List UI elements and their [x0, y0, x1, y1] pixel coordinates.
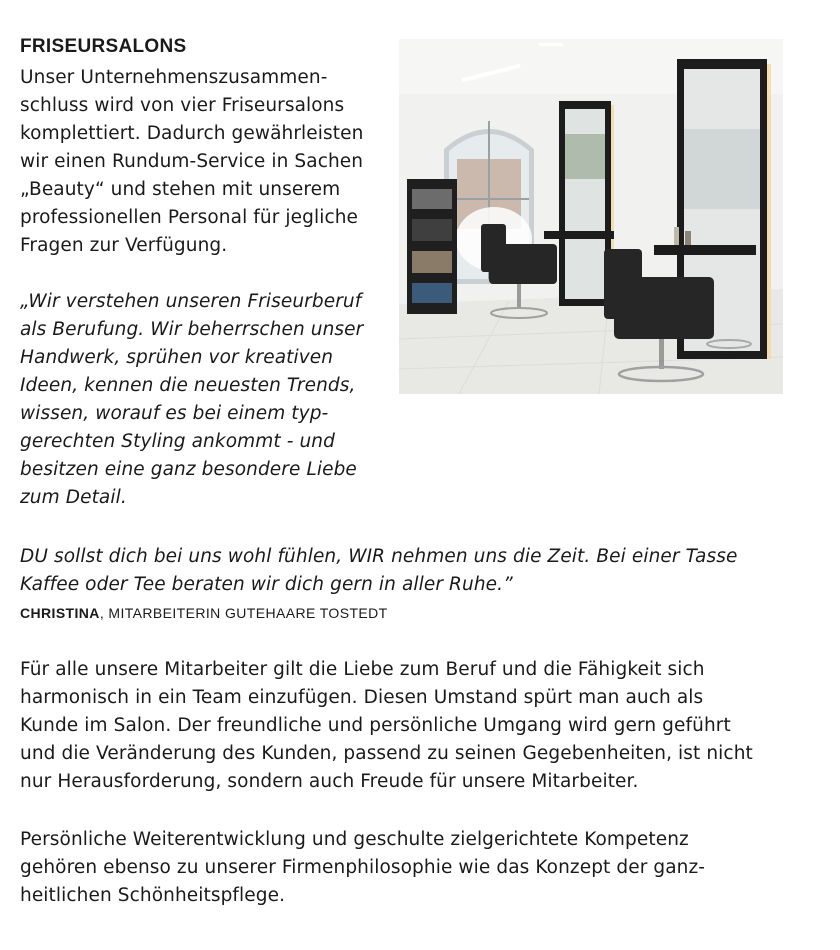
intro-line: professionellen Personal für jegliche [20, 207, 359, 228]
quote-line: gerechten Styling ankommt - und [20, 431, 335, 452]
intro-line: komplettiert. Dadurch gewährleisten [20, 123, 364, 144]
paragraph-line: Für alle unsere Mitarbeiter gilt die Liebe zum Beruf und die Fähigkeit sich [20, 659, 705, 680]
quote-line: besitzen eine ganz besondere Liebe [20, 459, 357, 480]
quote-paragraph [20, 288, 395, 512]
quote-line: DU sollst dich bei uns wohl fühlen, WIR nehmen uns die Zeit. Bei einer Tasse [20, 546, 738, 567]
salon-interior-photo [399, 39, 783, 394]
quote-line: Handwerk, sprühen vor kreativen [20, 347, 334, 368]
paragraph-line: gehören ebenso zu unserer Firmenphilosophie wie das Konzept der ganz- [20, 857, 706, 878]
salon-illustration [399, 39, 783, 394]
quote-line: als Berufung. Wir beherrschen unser [20, 319, 364, 340]
intro-paragraph [20, 64, 400, 260]
team-paragraph [20, 656, 820, 796]
attribution-name: CHRISTINA [20, 605, 100, 621]
attribution-role: , MITARBEITERIN GUTEHAARE TOSTEDT [99, 605, 388, 621]
paragraph-line: Persönliche Weiterentwicklung und geschulte zielgerichtete Kompetenz [20, 829, 689, 850]
quote-closing [20, 543, 820, 599]
paragraph-line: nur Herausforderung, sondern auch Freude für unsere Mitarbeiter. [20, 771, 639, 792]
section-heading: FRISEURSALONS [20, 36, 187, 57]
intro-line: wir einen Rundum-Service in Sachen [20, 151, 364, 172]
quote-line: zum Detail. [20, 487, 127, 508]
paragraph-line: heitlichen Schönheitspflege. [20, 885, 286, 906]
quote-attribution [20, 605, 388, 621]
quote-line: wissen, worauf es bei einem typ- [20, 403, 329, 424]
paragraph-line: Kunde im Salon. Der freundliche und persönliche Umgang wird gern geführt [20, 715, 731, 736]
quote-line: Ideen, kennen die neuesten Trends, [20, 375, 356, 396]
intro-line: schluss wird von vier Friseursalons [20, 95, 345, 116]
intro-line: Fragen zur Verfügung. [20, 235, 228, 256]
philosophy-paragraph [20, 826, 820, 910]
paragraph-line: harmonisch in ein Team einzufügen. Diesen Umstand spürt man auch als [20, 687, 704, 708]
quote-line: „Wir verstehen unseren Friseurberuf [20, 291, 362, 312]
paragraph-line: und die Veränderung des Kunden, passend zu seinen Gegebenheiten, ist nicht [20, 743, 753, 764]
intro-line: „Beauty“ und stehen mit unserem [20, 179, 341, 200]
intro-line: Unser Unternehmenszusammen- [20, 67, 328, 88]
quote-line: Kaffee oder Tee beraten wir dich gern in aller Ruhe.” [20, 574, 513, 595]
